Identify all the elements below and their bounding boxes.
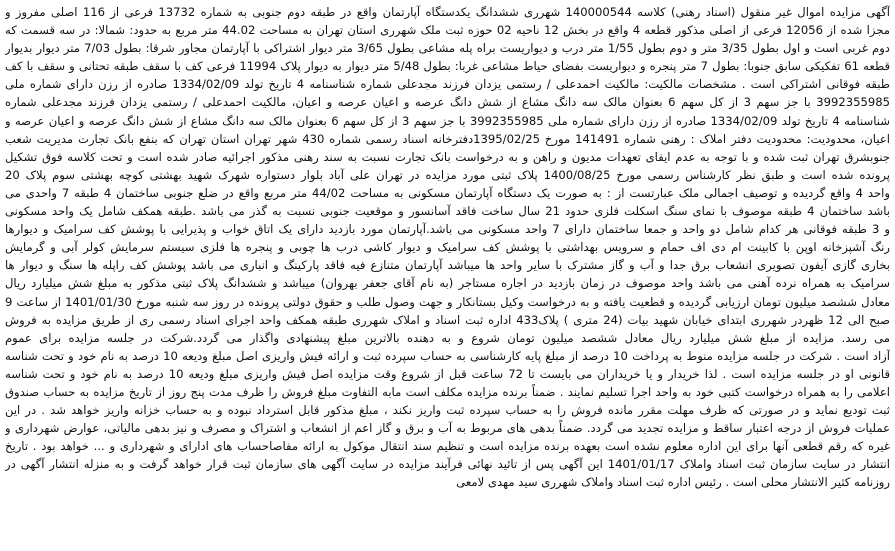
notice-line: طبقه فوقانی اشتراکی است . مشخصات مالکیت: مالکیت احمدعلی / رستمی یزدان فرزند مجدعلی شماره شناسنامه 4 تاریخ تولد 1334/02/09 صادره از رزن دارای شماره ملی (5, 77, 890, 92)
notice-line: سرامیک به همراه نرده آهنی می باشد واحد موصوف در زمان بازدید در اجاره مستاجر (به نام آقای جعفر بهروان) میباشد و ششدانگ پلاک ثبتی مذکور به مبلغ شش میلیارد ریال (5, 276, 890, 291)
notice-line: 3992355985 با جز سهم 3 از کل سهم 6 بعنوان مالک سه دانگ مشاع از شش دانگ عرصه و اعیان عرصه و اعیان، مالکیت احمدعلی / رستمی یزدان فرزند مجدعلی شماره (5, 95, 890, 110)
notice-signature-line: روزنامه کثیر الانتشار محلی است . رئیس اداره ثبت اسناد واملاک شهرری سید مهدی لامعی (456, 475, 890, 490)
notice-line: باشد ساختمان 4 طبقه موصوف با نمای سنگ اسکلت فلزی حدود 21 سال ساخت فاقد آسانسور و موقعیت جنوبی نسبت به گذر می باشد .طبقه همکف شامل یک واحد مسکونی (5, 204, 890, 219)
notice-line: بخاری گازی آیفون تصویری انشعاب برق جدا و آب و گاز مشترک با سایر واحد ها میباشد آپارتمان متنازع فیه فاقد پارکینگ و انباری می باشد پوشش کف راپله ها سنگ و دیوار ها (5, 258, 890, 273)
notice-line: انتشار در سایت سازمان ثبت اسناد واملاک 1401/01/17 این آگهی پس از تائید نهائی فرآیند مزایده در سایت آگهی های سازمان ثبت قرار خواهد گرفت و به منزله انتشار آگهی در (5, 457, 890, 472)
notice-line: جنوبشرق تهران ثبت شده و با توجه به عدم ایفای تعهدات مدیون و راهن و به درخواست بانک تجارت نسبت به سند رهنی مذکور اجرائیه صادر شده است و تحت کلاسه فوق تشکیل (5, 149, 890, 164)
auction-notice-text (3, 3, 892, 548)
notice-line: ثبت تودیع نماید و در صورتی که ظرف مهلت مقرر مانده فروش را به حساب سپرده ثبت واریز نکند ، مبلغ مذکور قابل استرداد نبوده و به حساب خزانه واریز خواهد شد . در این (5, 403, 890, 418)
notice-line: شناسنامه 4 تاریخ تولد 1334/02/09 صادره از رزن دارای شماره ملی 3992355985 با جز سهم 3 از کل سهم 6 بعنوان مالک سه دانگ مشاع از شش دانگ عرصه و اعیان عرصه و (5, 113, 890, 128)
notice-line: صبح الی 12 ظهردر شهرری ابتدای خیابان شهید بیات (24 متری ) پلاک433 اداره ثبت اسناد و املاک شهرری طبقه همکف واحد اجرای اسناد رسمی ری از طریق مزایده به فروش (5, 312, 890, 327)
notice-line: مجزا شده از 12056 فرعی از اصلی مذکور قطعه 4 واقع در بخش 12 ناحیه 02 حوزه ثبت ملک شهرری استان تهران به مساحت 44.02 متر مربع به حدود: شمالا: در سه قسمت که (5, 23, 890, 38)
notice-line: رنگ آشپزخانه اوپن با کابینت ام دی اف حمام و سرویس بهداشتی با پوشش کف سرامیک و دیوار کاشی درب ها چوبی و پنجره ها فلزی سیستم سرمایش کولر آبی و گرمایش (5, 240, 890, 255)
notice-line: دوم غربی است و اول بطول 3/35 متر و دوم بطول 1/55 متر درب و دیواریست براه پله مشاعی بطول 3/65 متر دیوار اشتراکی با آپارتمان مجاور شرقا: بطول 7/03 متر دیوار بدیوار (5, 41, 890, 56)
notice-line: اعیان، محدودیت: محدودیت دفتر املاک : رهنی شماره 141491 مورخ 1395/02/25دفترخانه اسناد رسمی شماره 430 شهر تهران استان تهران که بنفع بانک تجارت مدیریت شعب (5, 131, 890, 146)
notice-line: آزاد است . شرکت در جلسه مزایده منوط به پرداخت 10 درصد از مبلغ پایه کارشناسی به حساب سپرده ثبت و ارائه فیش واریزی اصل مبلغ ودیعه 10 درصد به نام خود و تحت شناسه (5, 348, 890, 363)
notice-line: واحد 4 واقع گردیده و توصیف اجمالی ملک عبارتست از : به صورت یک دستگاه آپارتمان مسکونی به مساحت 44/02 متر مربع واقع در ضلع جنوبی ساختمان 4 طبقه 7 واحدی می (5, 185, 890, 200)
notice-line: قانونی او در جلسه مزایده است . لذا خریدار و یا خریداران می بایست تا 72 ساعت قبل از شروع وقت مزایده اصل فیش واریزی مبلغ ودیعه 10 درصد به نام خود و تحت شناسه (5, 366, 890, 381)
notice-line: پرونده شده است و طبق نظر کارشناس رسمی مورخ 1400/08/25 پلاک ثبتی مورد مزایده در تهران علی آباد بلوار دستواره شهرک شهید بهشتی کوچه بهشتی سوم پلاک 20 (5, 167, 890, 182)
notice-line: و 3 طبقه فوقانی هر کدام شامل دو واحد و جمعا ساختمان دارای 7 واحد مسکونی می باشد.آپارتمان مورد بازدید دارای یک اتاق خواب و پذیرایی با پوشش کف سرامیک و دیوارها (5, 222, 890, 237)
notice-line: غیره که رقم قطعی آنها برای این اداره معلوم نشده است بعهده برنده مزایده است و تنظیم سند انتقال موکول به ارائه مفاصاحساب های ادارای و شهرداری و ... خواهد بود . تاریخ (5, 439, 890, 454)
notice-line: می رسد. مزایده از مبلغ شش میلیارد ریال معادل ششصد میلیون تومان شروع و به دهنده بالاترین مبلغ پیشنهادی واگذار می گردد.شرکت در جلسه مزایده برای عموم (5, 330, 890, 345)
notice-line: قطعه 61 تفکیکی سابق جنوبا: بطول 7 متر پنجره و دیواریست بفضای حیاط مشاعی غربا: بطول 5/48 متر دیوار به دیوار پلاک 11994 فرعی کف با سقف طبقه تحتانی و سقف با کف (5, 59, 890, 74)
notice-line: عملیات فروش از درجه اعتبار ساقط و مزایده تجدید می گردد. ضمناً بدهی های مربوط به آب و برق و گاز اعم از انشعاب و اشتراک و مصرف و نیز بدهی مالیاتی، عوارض شهرداری و (5, 421, 890, 436)
notice-line: اعلامی را به همراه درخواست کتبی خود به واحد اجرا تسلیم نمایند . ضمناً برنده مزایده مکلف است مابه التفاوت مبلغ فروش را ظرف مدت پنج روز از تاریخ مزایده به حساب صندوق (5, 384, 890, 399)
notice-line: آگهی مزایده اموال غیر منقول (اسناد رهنی) کلاسه 140000544 شهرری ششدانگ یکدستگاه آپارتمان واقع در طبقه دوم جنوبی به شماره 13732 فرعی از 116 اصلی مفروز و (5, 5, 890, 19)
notice-line: معادل ششصد میلیون تومان ارزیابی گردیده و قطعیت یافته و به درخواست وکیل بستانکار و جهت وصول طلب و حقوق دولتی پرونده در روز سه شنبه مورخ 1401/01/30 از ساعت 9 (5, 294, 890, 309)
